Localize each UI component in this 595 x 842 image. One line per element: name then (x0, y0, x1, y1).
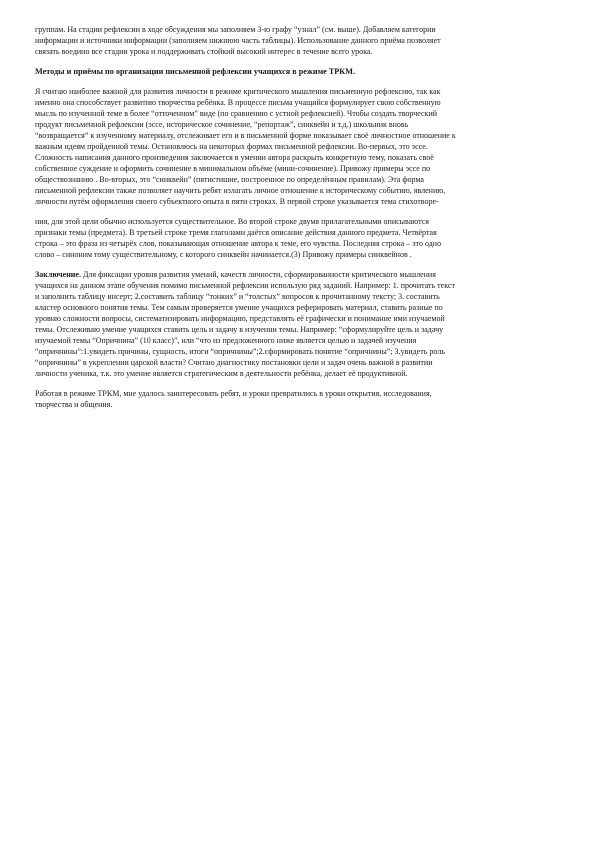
conclusion-label: Заключение. (35, 270, 81, 279)
text-line: “возвращается” к изученному материалу, отслеживает его и в письменной форме показывает своё личностное отношение к (35, 131, 456, 140)
continuation-paragraph (35, 216, 562, 260)
text-line: информации и источники информации (заполняем нижнюю часть таблицы). Использование данного приёма позволяет (35, 36, 441, 45)
text-line: слово – синоним тому существительному, с которого синквейн начинается.(3) Привожу примеры синквейнов . (35, 250, 412, 259)
spacer (35, 57, 562, 66)
text-line: и заполнить таблицу инсерт; 2.составить таблицу “тонких” и “толстых” вопросов к прочитанному тексту; 3. составить (35, 292, 440, 301)
text-line: изучаемой темы “Опричнина” (10 класс)”, или “что из предложенного ниже является целью и задачей изучения (35, 336, 417, 345)
reflection-paragraph (35, 86, 562, 207)
text-line: признаки темы (предмета). В третьей строке тремя глаголами даётся описание действия данного предмета. Четвёртая (35, 228, 437, 237)
text-line: Я считаю наиболее важной для развития личности в режиме критического мышления письменную рефлексию, так как (35, 87, 441, 96)
text-line: важным идеям пройденной темы. Остановлюсь на некоторых формах письменной рефлексии. Во-первых, это эссе. (35, 142, 428, 151)
spacer (35, 379, 562, 388)
text-line: Работая в режиме ТРКМ, мне удалось заинтересовать ребят, и уроки превратились в уроки открытия, исследования, (35, 389, 432, 398)
text-line: строка – это фраза из четырёх слов, показывающая отношение автора к теме, его чувства. Последняя строка – это одно (35, 239, 442, 248)
final-paragraph (35, 388, 562, 410)
text-line: собственное суждение и оформить сочинение в минимальном объёме (мини-сочинение). Привожу примеры эссе по (35, 164, 431, 173)
text-line: именно она способствует развитию творчества ребёнка. В процессе письма учащийся формулирует свою собственную (35, 98, 441, 107)
intro-paragraph (35, 24, 562, 57)
text-line: творчества и общения. (35, 400, 113, 409)
text-line: “опричнины”:1.увидеть причины, сущность, итоги “опричнины”;2.сформировать понятие “опричнины”; 3.увидеть роль (35, 347, 445, 356)
text-line: обществознанию . Во-вторых, это “синквейн” (пятистишие, построенное по определённым правилам). Эта форма (35, 175, 424, 184)
text-line: “опричнины” в укреплении царской власти? Считаю диагностику постановки цели и задач очень важной в развитии (35, 358, 433, 367)
text-line: связать воедино все стадии урока и поддерживать стойкий высокий интерес в течение всего урока. (35, 47, 373, 56)
text-line: мысль по изученной теме в более “отточенном” виде (по сравнению с устной рефлексией). Чтобы создать творческий (35, 109, 437, 118)
text-line: письменной рефлексии также позволяет научить ребят излагать личное отношение к историческому событию, явлению, (35, 186, 446, 195)
spacer (35, 260, 562, 269)
conclusion-paragraph (35, 269, 562, 379)
text-line: Для фиксации уровня развития умений, качеств личности, сформированности критического мышления (80, 270, 436, 279)
text-line: личности путём оформления своего субъектного опыта в пяти строках. В первой строке указывается тема стихотворе- (35, 197, 439, 206)
text-line: группам. На стадии рефлексии в ходе обсуждения мы заполняем 3-ю графу “узнал” (см. выше). Добавляем категории (35, 25, 436, 34)
text-line: продукт письменной рефлексии (эссе, историческое сочинение, “репортаж”, синквейн и т.д.) школьник вновь (35, 120, 409, 129)
text-line: ния, для этой цели обычно используется существительное. Во второй строке двумя прилагательными описываются (35, 217, 429, 226)
spacer (35, 77, 562, 86)
section-heading: Методы и приёмы по организации письменной рефлексии учащихся в режиме ТРКМ. (35, 67, 355, 76)
text-line: темы. Отслеживаю умение учащихся ставить цель и задачу в изучении темы. Например: “сформулируйте цель и задачу (35, 325, 444, 334)
text-line: учащихся на данном этапе обучения помимо письменной рефлексии использую ряд заданий. Например: 1. прочитать текст (35, 281, 455, 290)
document-page (35, 24, 562, 410)
text-line: кластер основного понятия темы. Тем самым проверяется умение учащихся реферировать материал, ставить разные по (35, 303, 443, 312)
text-line: уровню сложности вопросы, систематизировать информацию, представлять её графически и понимание ими изучаемой (35, 314, 445, 323)
text-line: Сложность написания данного произведения заключается в умении автора раскрыть конкретную тему, показать своё (35, 153, 434, 162)
text-line: личности ученика, т.к. это умение является стратегическим в деятельности ребёнка, делает её продуктивной. (35, 369, 408, 378)
spacer (35, 207, 562, 216)
